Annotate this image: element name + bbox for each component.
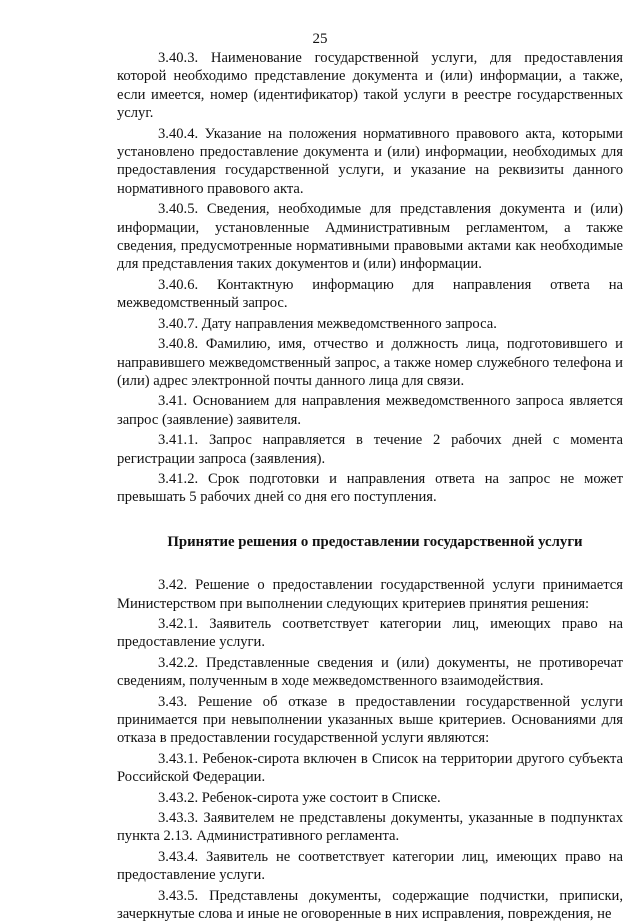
section-heading: Принятие решения о предоставлении государственной услуги bbox=[167, 533, 583, 550]
paragraph-3-40-6: 3.40.6. Контактную информацию для направления ответа на межведомственный запрос. bbox=[117, 276, 623, 312]
paragraph-3-40-8: 3.40.8. Фамилию, имя, отчество и должность лица, подготовившего и направившего межведомственный запрос, а также номер служебного телефона и (или) адрес электронной почты данного лица для связи. bbox=[117, 336, 623, 389]
paragraph-3-40-7: 3.40.7. Дату направления межведомственного запроса. bbox=[158, 315, 497, 332]
paragraph-3-43-3: 3.43.3. Заявителем не представлены документы, указанные в подпунктах пункта 2.13. Административного регламента. bbox=[117, 810, 623, 845]
paragraph-3-43-5: 3.43.5. Представлены документы, содержащие подчистки, приписки, зачеркнутые слова и иные не оговоренные в них исправления, повреждения, не bbox=[117, 887, 623, 923]
paragraph-3-41: 3.41. Основанием для направления межведомственного запроса является запрос (заявление) заявителя. bbox=[117, 393, 623, 428]
paragraph-3-43-4: 3.43.4. Заявитель не соответствует категории лиц, имеющих право на предоставление услуги. bbox=[117, 848, 623, 884]
paragraph-3-43: 3.43. Решение об отказе в предоставлении государственной услуги принимается при невыполнении указанных выше критериев. Основаниями для отказа в предоставлении государственной услуги являются: bbox=[117, 693, 623, 747]
page-number: 25 bbox=[312, 31, 328, 47]
paragraph-3-43-1: 3.43.1. Ребенок-сирота включен в Список на территории другого субъекта Российской Федерации. bbox=[117, 750, 623, 786]
paragraph-3-43-2: 3.43.2. Ребенок-сирота уже состоит в Списке. bbox=[158, 789, 441, 806]
paragraph-3-41-2: 3.41.2. Срок подготовки и направления ответа на запрос не может превышать 5 рабочих дней со дня его поступления. bbox=[117, 470, 623, 506]
paragraph-3-40-4: 3.40.4. Указание на положения нормативного правового акта, которыми установлено предоставление документа и (или) информации, необходимых для предоставления государственной услуги, и указание на реквизиты данного нормативного правового акта. bbox=[117, 125, 623, 197]
paragraph-3-42-2: 3.42.2. Представленные сведения и (или) документы, не противоречат сведениям, полученным в ходе межведомственного взаимодействия. bbox=[117, 654, 623, 690]
paragraph-3-42-1: 3.42.1. Заявитель соответствует категории лиц, имеющих право на предоставление услуги. bbox=[117, 615, 623, 651]
document-body bbox=[117, 49, 623, 923]
paragraph-3-40-5: 3.40.5. Сведения, необходимые для представления документа и (или) информации, установленные Административным регламентом, а также сведения, предусмотренные нормативными правовыми актами как необходимые для представления таких документов и (или) информации. bbox=[117, 201, 623, 273]
paragraph-3-42: 3.42. Решение о предоставлении государственной услуги принимается Министерством при выполнении следующих критериев принятия решения: bbox=[117, 577, 623, 612]
paragraph-3-40-3: 3.40.3. Наименование государственной услуги, для предоставления которой необходимо представление документа и (или) информации, а также, если имеется, номер (идентификатор) такой услуги в реестре государственных услуг. bbox=[117, 50, 623, 122]
paragraph-3-41-1: 3.41.1. Запрос направляется в течение 2 рабочих дней с момента регистрации запроса (заявления). bbox=[117, 432, 623, 467]
